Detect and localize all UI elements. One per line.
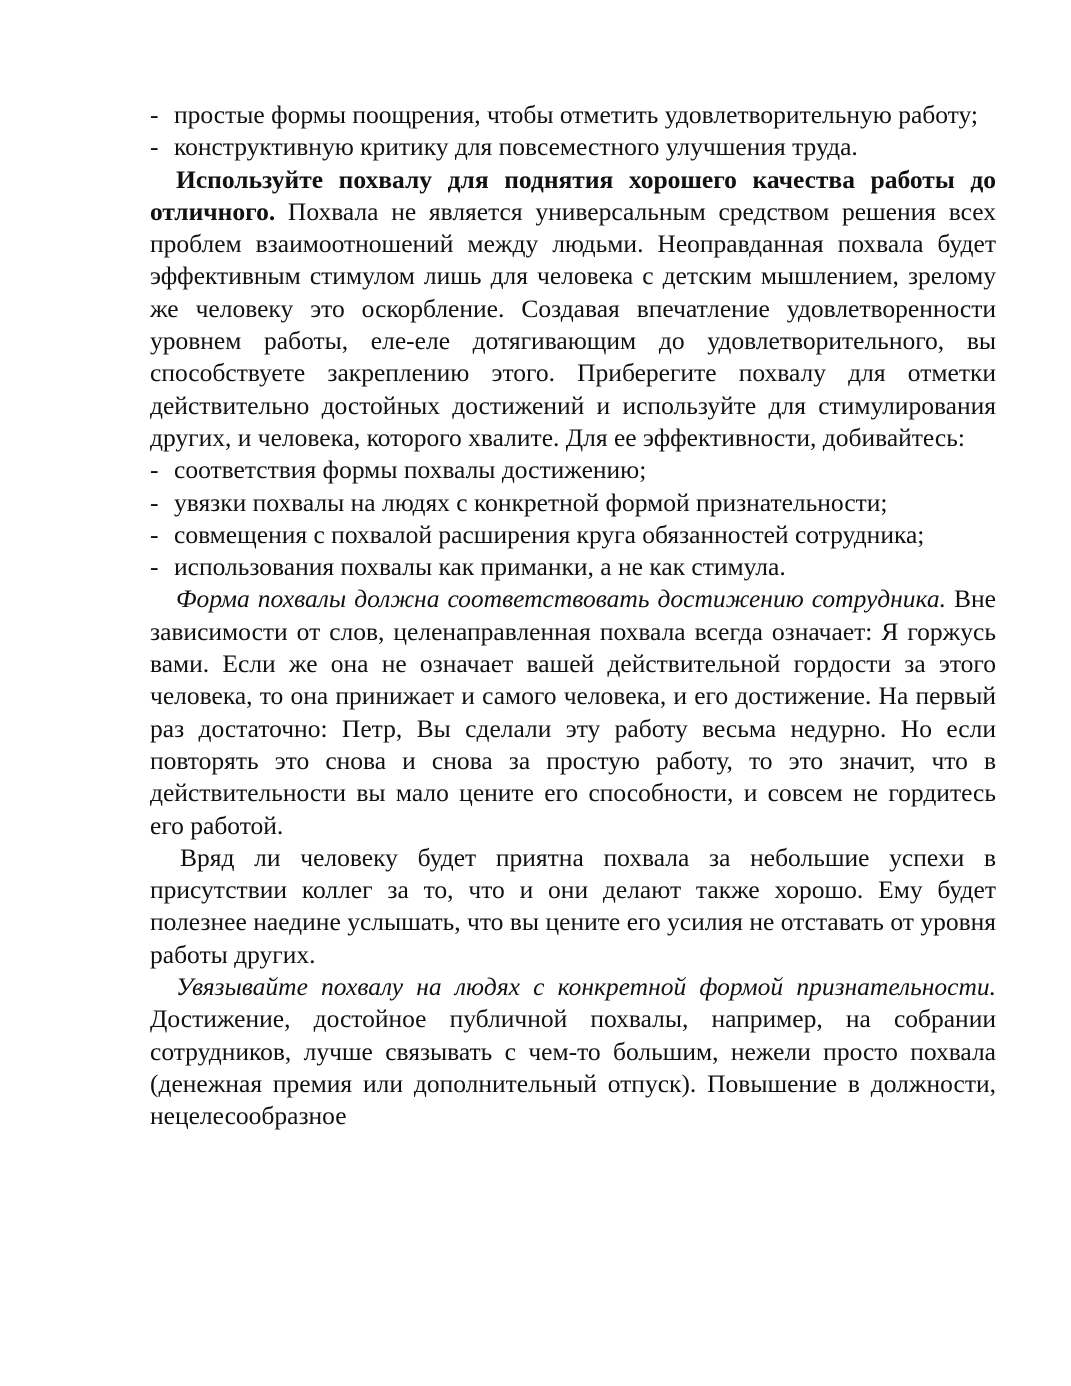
list-item [150, 519, 996, 551]
paragraph-body: Похвала не является универсальным средством решения всех проблем взаимоотношений между людьми. Неоправданная похвала будет эффективным стимулом лишь для человека с детским мышлением, зрелому же человеку это оскорбление. Создавая впечатление удовлетворенности уровнем работы, еле-еле дотягивающим до удовлетворительного, вы способствуете закреплению этого. Приберегите похвалу для отметки действительно достойных достижений и используйте для стимулирования других, и человека, которого хвалите. Для ее эффективности, добивайтесь: [150, 196, 996, 452]
list-item-text: увязки похвалы на людях с конкретной формой признательности; [174, 487, 888, 517]
paragraph-lead-italic: Форма похвалы должна соответствовать достижению сотрудника. [176, 584, 946, 614]
list-item [150, 487, 996, 519]
list-item-text: совмещения с похвалой расширения круга обязанностей сотрудника; [174, 519, 925, 549]
list-item [150, 99, 996, 131]
paragraph-lead-bold: Используйте похвалу для поднятия хорошего качества работы до отличного. [150, 164, 996, 226]
paragraph-lead-italic: Увязывайте похвалу на людях с конкретной формой признательности. [176, 972, 996, 1002]
list-item-text: использования похвалы как приманки, а не как стимула. [174, 552, 786, 582]
list-dash: - [150, 132, 159, 162]
list-dash: - [150, 487, 159, 517]
list-dash: - [150, 519, 159, 549]
list-dash: - [150, 100, 159, 129]
list-item [150, 131, 996, 163]
paragraph-praise-quality [150, 164, 996, 455]
list-dash: - [150, 552, 159, 582]
list-item [150, 551, 996, 583]
paragraph-body: Вряд ли человеку будет приятна похвала за небольшие успехи в присутствии коллег за то, что и они делают также хорошо. Ему будет полезнее наедине услышать, что вы цените его усилия не отставать от уровня работы других. [150, 842, 996, 969]
paragraph-praise-form [150, 583, 996, 841]
paragraph-body: Достижение, достойное публичной похвалы, например, на собрании сотрудников, лучше связывать с чем-то большим, нежели просто похвала (денежная премия или дополнительный отпуск). Повышение в должности, нецелесообразное [150, 1004, 996, 1131]
list-item [150, 454, 996, 486]
list-item-text: конструктивную критику для повсеместного улучшения труда. [174, 132, 858, 162]
paragraph-colleagues [150, 842, 996, 971]
list-item-text: простые формы поощрения, чтобы отметить удовлетворительную работу; [174, 100, 978, 129]
paragraph-body: Вне зависимости от слов, целенаправленная похвала всегда означает: Я горжусь вами. Если же она не означает вашей действительной гордости за этого человека, то она принижает и самого человека, и его достижение. На первый раз достаточно: Петр, Вы сделали эту работу весьма недурно. Но если повторять это снова и снова за простую работу, то это значит, что в действительности вы мало цените его способности, и совсем не гордитесь его работой. [150, 584, 996, 840]
list-dash: - [150, 455, 159, 485]
paragraph-public-praise [150, 971, 996, 1132]
document-page [150, 99, 996, 1133]
list-item-text: соответствия формы похвалы достижению; [174, 455, 647, 485]
